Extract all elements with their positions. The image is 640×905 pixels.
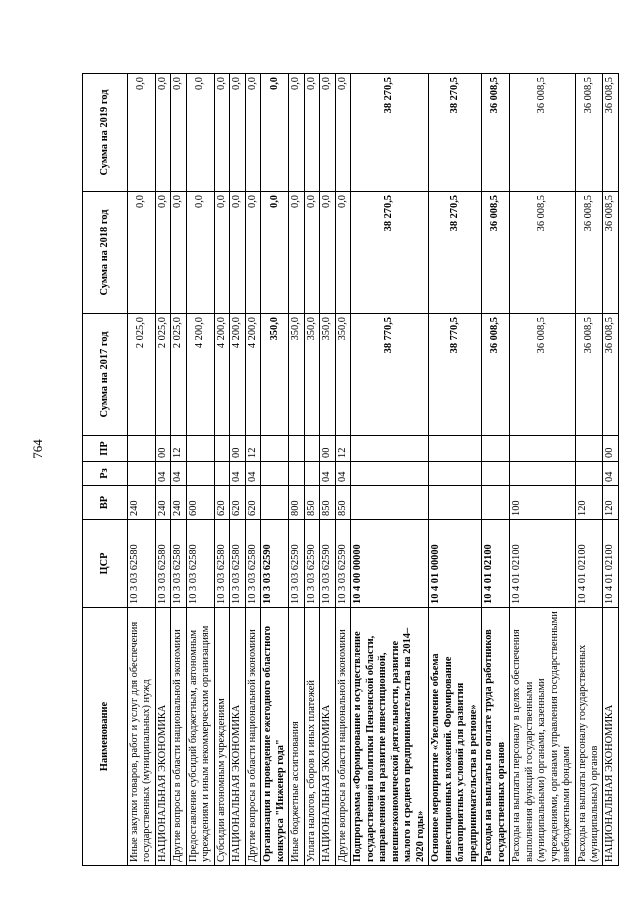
- row-rz: [351, 462, 429, 486]
- table-row: [351, 74, 429, 866]
- row-rz: [429, 462, 482, 486]
- row-sum-2019: 0,0: [171, 74, 186, 192]
- row-sum-2018: 0,0: [171, 192, 186, 314]
- row-pr: [214, 436, 229, 462]
- row-sum-2017: 2 025,0: [128, 314, 156, 436]
- row-csr: 10 3 03 62580: [230, 520, 245, 608]
- row-sum-2018: 0,0: [304, 192, 319, 314]
- row-sum-2019: 0,0: [289, 74, 304, 192]
- row-sum-2018: 0,0: [335, 192, 350, 314]
- row-rz: [304, 462, 319, 486]
- row-rz: 04: [155, 462, 170, 486]
- row-sum-2018: 0,0: [186, 192, 214, 314]
- table-row: [429, 74, 482, 866]
- row-name: НАЦИОНАЛЬНАЯ ЭКОНОМИКА: [603, 608, 618, 866]
- row-csr: 10 4 01 02100: [510, 520, 575, 608]
- row-pr: [351, 436, 429, 462]
- row-vr: 850: [335, 486, 350, 520]
- header-sum-2019: Сумма на 2019 год: [83, 74, 128, 192]
- table-row: [304, 74, 319, 866]
- row-sum-2017: 350,0: [304, 314, 319, 436]
- row-sum-2017: 350,0: [335, 314, 350, 436]
- row-pr: [186, 436, 214, 462]
- row-sum-2018: 0,0: [155, 192, 170, 314]
- row-sum-2019: 38 270,5: [351, 74, 429, 192]
- row-sum-2018: 36 008,5: [510, 192, 575, 314]
- row-sum-2018: 0,0: [289, 192, 304, 314]
- row-csr: 10 3 03 62580: [171, 520, 186, 608]
- row-vr: 800: [289, 486, 304, 520]
- row-sum-2019: 36 008,5: [575, 74, 603, 192]
- row-sum-2019: 36 008,5: [510, 74, 575, 192]
- table-row: [482, 74, 510, 866]
- row-sum-2017: 350,0: [320, 314, 335, 436]
- row-pr: [304, 436, 319, 462]
- row-csr: 10 4 01 02100: [482, 520, 510, 608]
- row-vr: 850: [304, 486, 319, 520]
- row-rz: [128, 462, 156, 486]
- row-csr: 10 4 01 02100: [575, 520, 603, 608]
- header-sum-2018: Сумма на 2018 год: [83, 192, 128, 314]
- row-sum-2017: 350,0: [261, 314, 289, 436]
- row-rz: [510, 462, 575, 486]
- row-sum-2019: 38 270,5: [429, 74, 482, 192]
- row-sum-2017: 38 770,5: [351, 314, 429, 436]
- row-sum-2019: 0,0: [304, 74, 319, 192]
- row-vr: 850: [320, 486, 335, 520]
- row-sum-2019: 36 008,5: [482, 74, 510, 192]
- row-sum-2019: 0,0: [230, 74, 245, 192]
- row-sum-2019: 0,0: [186, 74, 214, 192]
- row-csr: 10 4 01 00000: [429, 520, 482, 608]
- row-sum-2018: 36 008,5: [603, 192, 618, 314]
- table-row: [171, 74, 186, 866]
- row-name: Организация и проведение ежегодного областного конкурса "Инженер года": [261, 608, 289, 866]
- row-csr: 10 3 03 62580: [214, 520, 229, 608]
- row-vr: 120: [575, 486, 603, 520]
- table-row: [320, 74, 335, 866]
- row-sum-2017: 350,0: [289, 314, 304, 436]
- row-csr: 10 3 03 62590: [335, 520, 350, 608]
- row-name: Другие вопросы в области национальной экономики: [171, 608, 186, 866]
- row-pr: 12: [171, 436, 186, 462]
- row-rz: 04: [245, 462, 260, 486]
- row-sum-2018: 0,0: [214, 192, 229, 314]
- row-name: НАЦИОНАЛЬНАЯ ЭКОНОМИКА: [320, 608, 335, 866]
- row-vr: [429, 486, 482, 520]
- row-csr: 10 3 03 62590: [304, 520, 319, 608]
- row-pr: 00: [320, 436, 335, 462]
- row-sum-2018: 0,0: [128, 192, 156, 314]
- row-rz: 04: [603, 462, 618, 486]
- table-row: [335, 74, 350, 866]
- header-csr: ЦСР: [83, 520, 128, 608]
- row-pr: 12: [335, 436, 350, 462]
- row-name: Основное мероприятие «Увеличение объема инвестиционных вложений. Формирование благоприятных условий для развития предпринимательства в регионе»: [429, 608, 482, 866]
- row-sum-2019: 0,0: [128, 74, 156, 192]
- row-csr: 10 3 03 62590: [261, 520, 289, 608]
- row-sum-2018: 38 270,5: [429, 192, 482, 314]
- row-pr: [429, 436, 482, 462]
- row-csr: 10 4 00 00000: [351, 520, 429, 608]
- row-sum-2018: 38 270,5: [351, 192, 429, 314]
- row-name: Иные бюджетные ассигнования: [289, 608, 304, 866]
- row-csr: 10 4 01 02100: [603, 520, 618, 608]
- row-sum-2017: 2 025,0: [155, 314, 170, 436]
- row-sum-2017: 36 008,5: [510, 314, 575, 436]
- row-vr: [261, 486, 289, 520]
- row-vr: 620: [245, 486, 260, 520]
- row-csr: 10 3 03 62580: [245, 520, 260, 608]
- row-sum-2017: 36 008,5: [575, 314, 603, 436]
- header-vr: ВР: [83, 486, 128, 520]
- row-sum-2019: 36 008,5: [603, 74, 618, 192]
- table-row: [155, 74, 170, 866]
- row-sum-2019: 0,0: [214, 74, 229, 192]
- row-pr: 00: [603, 436, 618, 462]
- row-rz: [261, 462, 289, 486]
- row-rz: [482, 462, 510, 486]
- row-sum-2019: 0,0: [261, 74, 289, 192]
- header-sum-2017: Сумма на 2017 год: [83, 314, 128, 436]
- row-pr: [482, 436, 510, 462]
- row-sum-2018: 0,0: [245, 192, 260, 314]
- row-pr: [261, 436, 289, 462]
- row-rz: [186, 462, 214, 486]
- table-row: [289, 74, 304, 866]
- table-row: [245, 74, 260, 866]
- header-name: Наименование: [83, 608, 128, 866]
- row-name: НАЦИОНАЛЬНАЯ ЭКОНОМИКА: [155, 608, 170, 866]
- row-sum-2018: 0,0: [320, 192, 335, 314]
- table-row: [261, 74, 289, 866]
- row-vr: 100: [510, 486, 575, 520]
- table-header-row: [83, 74, 128, 866]
- row-pr: [510, 436, 575, 462]
- row-vr: 600: [186, 486, 214, 520]
- budget-table: [82, 73, 619, 866]
- row-vr: 120: [603, 486, 618, 520]
- row-sum-2019: 0,0: [155, 74, 170, 192]
- row-vr: 240: [128, 486, 156, 520]
- header-pr: ПР: [83, 436, 128, 462]
- row-rz: [575, 462, 603, 486]
- table-row: [128, 74, 156, 866]
- row-sum-2017: 36 008,5: [482, 314, 510, 436]
- row-pr: [289, 436, 304, 462]
- row-name: Подпрограмма «Формирование и осуществление государственной политики Пензенской области, направленной на развитие инвестиционной, внешнеэкономической деятельности, развитие малого и среднего предпринимательства на 2014–2020 годы»: [351, 608, 429, 866]
- rotated-page: [82, 74, 616, 866]
- row-pr: 12: [245, 436, 260, 462]
- row-rz: 04: [335, 462, 350, 486]
- table-row: [575, 74, 603, 866]
- row-vr: 240: [171, 486, 186, 520]
- row-pr: 00: [230, 436, 245, 462]
- row-sum-2017: 36 008,5: [603, 314, 618, 436]
- row-sum-2019: 0,0: [245, 74, 260, 192]
- row-sum-2017: 4 200,0: [214, 314, 229, 436]
- table-row: [603, 74, 618, 866]
- row-name: Субсидии автономным учреждениям: [214, 608, 229, 866]
- row-sum-2018: 36 008,5: [575, 192, 603, 314]
- row-rz: 04: [320, 462, 335, 486]
- row-rz: 04: [230, 462, 245, 486]
- row-pr: [128, 436, 156, 462]
- table-row: [510, 74, 575, 866]
- row-name: Другие вопросы в области национальной экономики: [335, 608, 350, 866]
- row-vr: [482, 486, 510, 520]
- header-rz: Рз: [83, 462, 128, 486]
- row-sum-2017: 2 025,0: [171, 314, 186, 436]
- row-csr: 10 3 03 62590: [320, 520, 335, 608]
- row-vr: 620: [230, 486, 245, 520]
- row-name: Уплата налогов, сборов и иных платежей: [304, 608, 319, 866]
- row-rz: 04: [171, 462, 186, 486]
- row-rz: [289, 462, 304, 486]
- row-pr: 00: [155, 436, 170, 462]
- row-sum-2017: 4 200,0: [186, 314, 214, 436]
- row-pr: [575, 436, 603, 462]
- row-name: НАЦИОНАЛЬНАЯ ЭКОНОМИКА: [230, 608, 245, 866]
- row-sum-2017: 4 200,0: [245, 314, 260, 436]
- row-name: Расходы на выплаты по оплате труда работников государственных органов: [482, 608, 510, 866]
- row-sum-2018: 36 008,5: [482, 192, 510, 314]
- row-csr: 10 3 03 62580: [186, 520, 214, 608]
- row-sum-2017: 38 770,5: [429, 314, 482, 436]
- row-sum-2018: 0,0: [230, 192, 245, 314]
- row-csr: 10 3 03 62590: [289, 520, 304, 608]
- row-name: Другие вопросы в области национальной экономики: [245, 608, 260, 866]
- row-csr: 10 3 03 62580: [128, 520, 156, 608]
- row-name: Расходы на выплаты персоналу в целях обеспечения выполнения функций государственными (муниципальными) органами, казенными учреждениями, органами управления государственными внебюджетными фондами: [510, 608, 575, 866]
- row-vr: 240: [155, 486, 170, 520]
- row-sum-2017: 4 200,0: [230, 314, 245, 436]
- row-rz: [214, 462, 229, 486]
- row-vr: [351, 486, 429, 520]
- row-name: Иные закупки товаров, работ и услуг для обеспечения государственных (муниципальных) нужд: [128, 608, 156, 866]
- row-sum-2019: 0,0: [320, 74, 335, 192]
- row-sum-2019: 0,0: [335, 74, 350, 192]
- table-row: [230, 74, 245, 866]
- row-vr: 620: [214, 486, 229, 520]
- row-name: Расходы на выплаты персоналу государственных (муниципальных) органов: [575, 608, 603, 866]
- table-row: [186, 74, 214, 866]
- table-row: [214, 74, 229, 866]
- page-number: 764: [30, 439, 45, 459]
- row-sum-2018: 0,0: [261, 192, 289, 314]
- row-name: Предоставление субсидий бюджетным, автономным учреждениям и иным некоммерческим организациям: [186, 608, 214, 866]
- row-csr: 10 3 03 62580: [155, 520, 170, 608]
